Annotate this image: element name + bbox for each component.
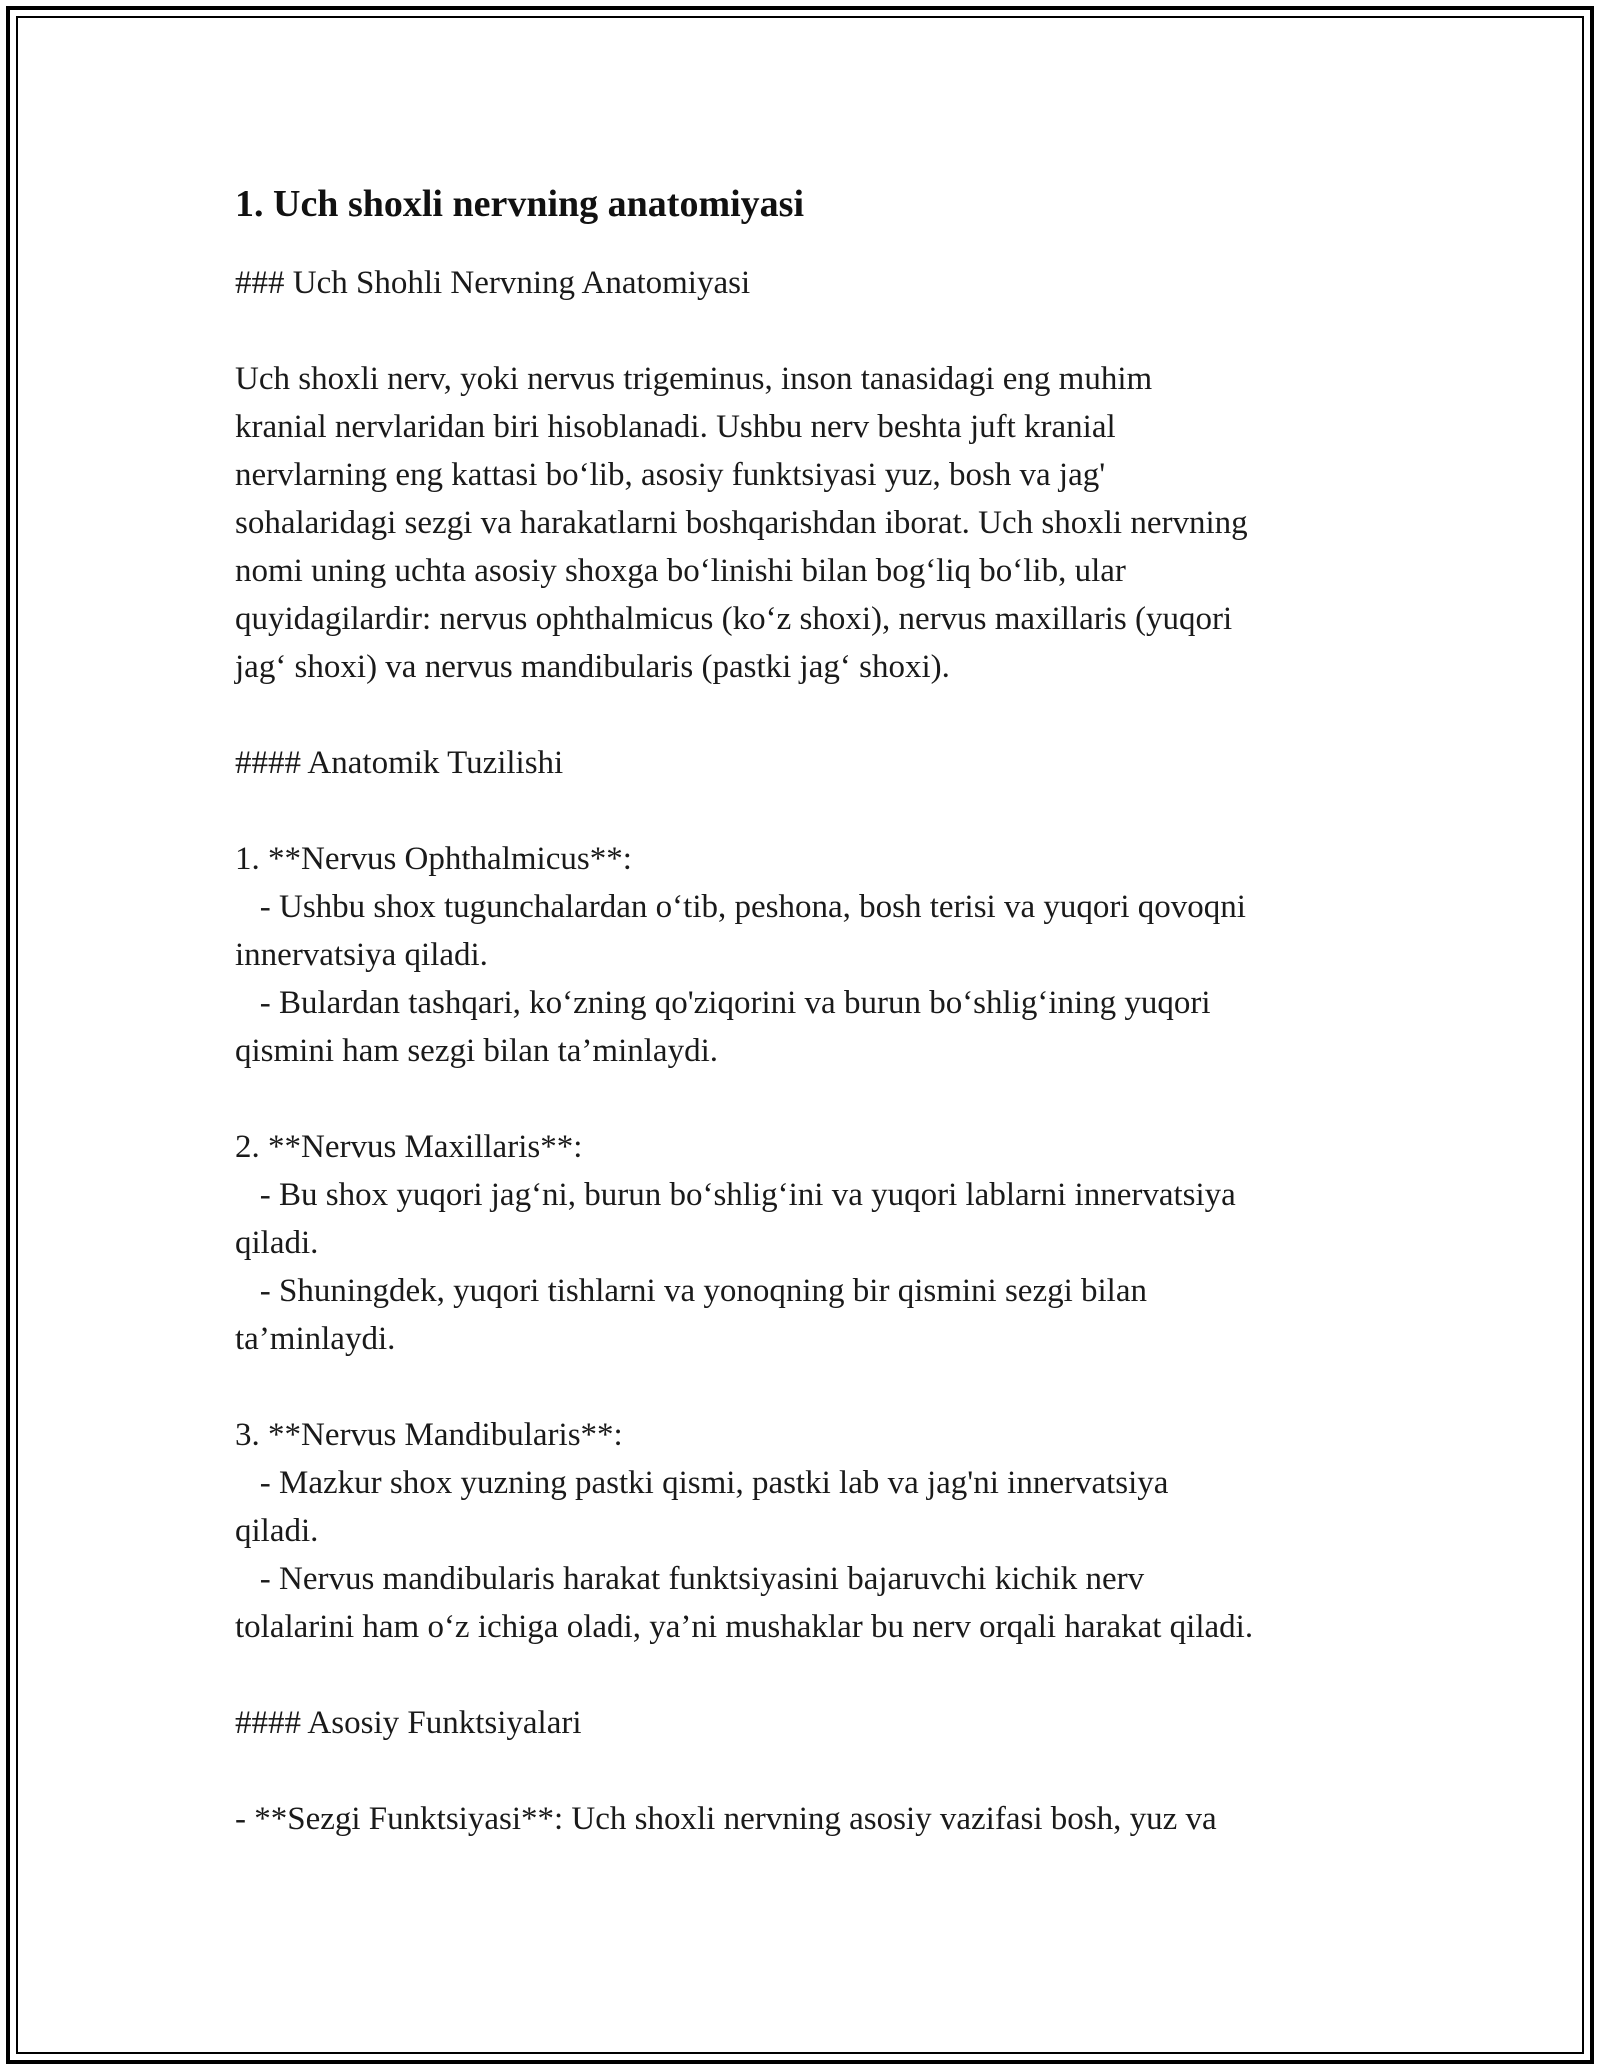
text-line: - Mazkur shox yuzning pastki qismi, pastki lab va jag'ni innervatsiya <box>235 1465 1169 1502</box>
text-line: nervlarning eng kattasi bo‘lib, asosiy funktsiyasi yuz, bosh va jag' <box>235 457 1106 494</box>
blank-line <box>235 1651 1385 1699</box>
blank-line <box>235 691 1385 739</box>
document-content <box>235 180 1385 1843</box>
text-line: - **Sezgi Funktsiyasi**: Uch shoxli nervning asosiy vazifasi bosh, yuz va <box>235 1801 1217 1838</box>
text-line: qiladi. <box>235 1513 319 1550</box>
blank-line <box>235 307 1385 355</box>
text-line: - Bulardan tashqari, ko‘zning qo'ziqorini va burun bo‘shlig‘ining yuqori <box>235 985 1211 1022</box>
text-line: tolalarini ham o‘z ichiga oladi, ya’ni mushaklar bu nerv orqali harakat qiladi. <box>235 1609 1254 1646</box>
text-line: quyidagilardir: nervus ophthalmicus (ko‘z shoxi), nervus maxillaris (yuqori <box>235 601 1233 638</box>
text-line: kranial nervlaridan biri hisoblanadi. Ushbu nerv beshta juft kranial <box>235 409 1116 446</box>
blank-line <box>235 787 1385 835</box>
text-line: #### Anatomik Tuzilishi <box>235 745 564 782</box>
text-line: #### Asosiy Funktsiyalari <box>235 1705 582 1742</box>
text-line: - Shuningdek, yuqori tishlarni va yonoqning bir qismini sezgi bilan <box>235 1273 1147 1310</box>
text-line: - Ushbu shox tugunchalardan o‘tib, peshona, bosh terisi va yuqori qovoqni <box>235 889 1246 926</box>
document-body <box>235 259 1385 1843</box>
text-line: innervatsiya qiladi. <box>235 937 488 974</box>
text-line: qiladi. <box>235 1225 319 1262</box>
text-line: ta’minlaydi. <box>235 1321 396 1358</box>
blank-line <box>235 1747 1385 1795</box>
page-title: 1. Uch shoxli nervning anatomiyasi <box>235 183 805 225</box>
text-line: nomi uning uchta asosiy shoxga bo‘linishi bilan bog‘liq bo‘lib, ular <box>235 553 1126 590</box>
text-line: - Bu shox yuqori jag‘ni, burun bo‘shlig‘ini va yuqori lablarni innervatsiya <box>235 1177 1236 1214</box>
text-line: 1. **Nervus Ophthalmicus**: <box>235 841 632 878</box>
text-line: 3. **Nervus Mandibularis**: <box>235 1417 623 1454</box>
text-line: qismini ham sezgi bilan ta’minlaydi. <box>235 1033 718 1070</box>
text-line: Uch shoxli nerv, yoki nervus trigeminus, inson tanasidagi eng muhim <box>235 361 1153 398</box>
blank-line <box>235 1075 1385 1123</box>
blank-line <box>235 1363 1385 1411</box>
text-line: sohalaridagi sezgi va harakatlarni boshqarishdan iborat. Uch shoxli nervning <box>235 505 1248 542</box>
text-line: 2. **Nervus Maxillaris**: <box>235 1129 583 1166</box>
text-line: ### Uch Shohli Nervning Anatomiyasi <box>235 265 751 302</box>
text-line: - Nervus mandibularis harakat funktsiyasini bajaruvchi kichik nerv <box>235 1561 1145 1598</box>
text-line: jag‘ shoxi) va nervus mandibularis (pastki jag‘ shoxi). <box>235 649 950 686</box>
